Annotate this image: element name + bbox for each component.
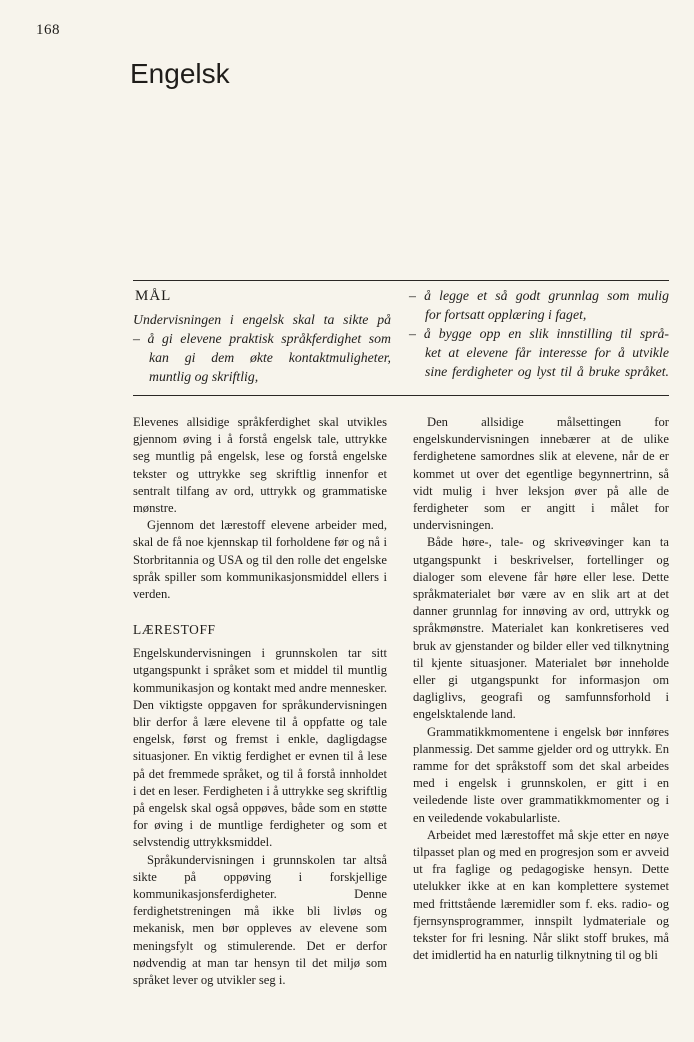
body-paragraph: Grammatikkmomentene i engelsk bør innføres planmessig. Det samme gjelder ord og uttrykk. En ramme for det språkstoff som det skal arbeides med i engelsk i grunnskolen, er gitt i en veiledende liste over grammatikkmomenter og i en veiledende vokabularliste. <box>413 724 669 825</box>
body-paragraph: Den allsidige målsettingen for engelskundervisningen innebærer at de ulike ferdighetene samordnes slik at elevene, når de er kommet ut over det egentlige begynnertrinn, så vidt mulig i hver leksjon øver på alle de ferdigheter som er angitt i målet for undervisningen. <box>413 415 669 533</box>
body-paragraph: Gjennom det lærestoff elevene arbeider med, skal de få noe kjennskap til forholdene før og nå i Storbritannia og USA og til den rolle det engelske språk spiller som kommunikasjonsmiddel ellers i verden. <box>133 518 387 602</box>
section-heading: LÆRESTOFF <box>133 622 216 638</box>
goals-line: – å legge et så godt grunnlag som mulig <box>409 288 669 303</box>
goals-box <box>133 286 669 386</box>
body-paragraph: Arbeidet med lærestoffet må skje etter en nøye tilpasset plan og med en progresjon som er avveid ut fra faglige og pedagogiske hensyn. Dette utelukker ikke at en kan komplettere systemet med frittstående læremidler som f. eks. radio- og fjernsynsprogrammer, innspilt lydmateriale og tekster for fri lesning. Når slikt stoff brukes, må det imidlertid ha en naturlig tilknytning til og bli <box>413 827 669 963</box>
goals-top-rule <box>133 280 669 281</box>
goals-line: ket at elevene får interesse for å utvikle <box>425 345 669 360</box>
goals-line: kan gi dem økte kontaktmuligheter, <box>149 350 391 365</box>
goals-right-column <box>409 286 669 386</box>
body-columns <box>133 414 669 989</box>
goals-line: – å bygge opp en slik innstilling til språ- <box>409 326 669 341</box>
goals-line: Undervisningen i engelsk skal ta sikte på <box>133 312 391 327</box>
page-title: Engelsk <box>130 58 230 89</box>
body-paragraph: Både høre-, tale- og skriveøvinger kan ta utgangspunkt i beskrivelser, fortellinger og dialoger som elevene får høre eller lese. Dette språkmaterialet bør være av en slik art at det danner grunnlag for innøving av ord, uttrykk og språkmønstre. Materialet kan konkretiseres ved bruk av gjenstander og bilder eller ved tilknytning til kjente situasjoner. Materialet bør inneholde eller gi utgangspunkt for informasjon om dagliglivs, geografi og samfunnsforhold i engelsktalende land. <box>413 535 669 722</box>
body-paragraph: Elevenes allsidige språkferdighet skal utvikles gjennom øving i å forstå engelsk tale, uttrykke seg muntlig på engelsk, lese og forstå engelske tekster og uttrykke seg skriftlig innenfor et sentralt tilfang av ord, uttrykk og grammatiske mønstre. <box>133 415 387 516</box>
body-paragraph: Engelskundervisningen i grunnskolen tar sitt utgangspunkt i språket som et middel til muntlig kommunikasjon og kontakt med andre mennesker. Den viktigste oppgaven for språkundervisningen blir derfor å lære elevene til å oppfatte og tale engelsk, først og fremst i enkle, dagligdagse situasjoner. En viktig ferdighet er evnen til å lese på det fremmede språket, og til å forstå innholdet i det en leser. Ferdigheten i å uttrykke seg skriftlig på engelsk skal også oppøves, både som en støtte for øving i de muntlige ferdigheter og som et selvstendig uttrykksmiddel. <box>133 646 387 850</box>
page-number: 168 <box>36 22 60 38</box>
goals-line: – å gi elevene praktisk språkferdighet som <box>133 331 391 346</box>
body-paragraph: Språkundervisningen i grunnskolen tar altså sikte på oppøving i forskjellige kommunikasjonsferdigheter. Denne ferdighetstreningen må ikke bli livløs og mekanisk, men bør oppleves av elevene som meningsfylt og stimulerende. Det er derfor nødvendig at man tar hensyn til det miljø som språket lever og utvikler seg i. <box>133 852 387 988</box>
goals-line: muntlig og skriftlig, <box>149 369 259 384</box>
right-text-column <box>413 414 669 989</box>
goals-left-column <box>133 286 391 386</box>
left-text-column <box>133 414 387 989</box>
goals-line: for fortsatt opplæring i faget, <box>425 307 587 322</box>
goals-heading: MÅL <box>135 288 172 304</box>
goals-bottom-rule <box>133 395 669 396</box>
goals-line: sine ferdigheter og lyst til å bruke språket. <box>425 364 669 379</box>
